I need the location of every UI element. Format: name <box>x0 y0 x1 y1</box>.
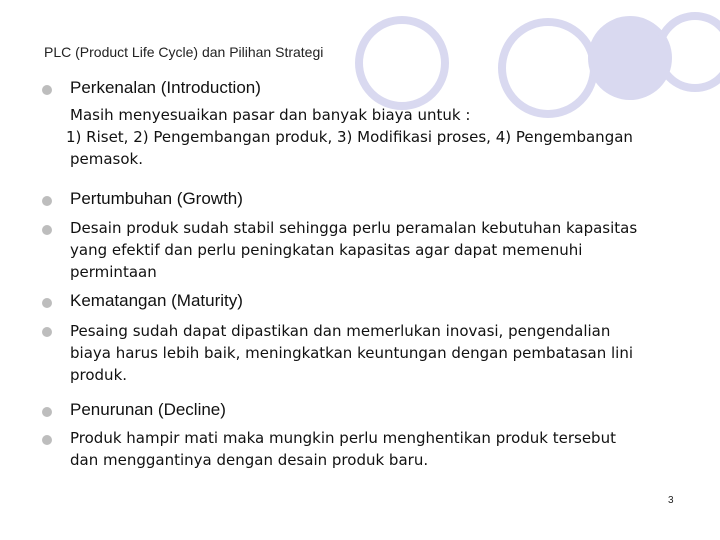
section-body-introduction <box>66 104 690 170</box>
body-line: biaya harus lebih baik, meningkatkan keuntungan dengan pembatasan lini <box>70 344 634 362</box>
decor-circle <box>588 16 672 100</box>
body-line: Pesaing sudah dapat dipastikan dan memerlukan inovasi, pengendalian <box>70 322 611 340</box>
slide-title: PLC (Product Life Cycle) dan Pilihan Strategi <box>44 44 324 60</box>
body-line: Produk hampir mati maka mungkin perlu menghentikan produk tersebut <box>70 429 616 447</box>
bullet-icon <box>42 196 52 206</box>
bullet-icon <box>42 435 52 445</box>
section-heading-decline: Penurunan (Decline) <box>70 400 226 419</box>
page-number: 3 <box>668 495 674 506</box>
body-line: produk. <box>70 366 128 384</box>
section-body-growth <box>70 217 690 283</box>
bullet-icon <box>42 85 52 95</box>
section-heading-introduction: Perkenalan (Introduction) <box>70 78 261 97</box>
body-line: 1) Riset, 2) Pengembangan produk, 3) Modifikasi proses, 4) Pengembangan <box>66 128 633 146</box>
bullet-icon <box>42 225 52 235</box>
body-line: Masih menyesuaikan pasar dan banyak biaya untuk : <box>70 106 471 124</box>
decor-circle <box>502 22 594 114</box>
decorative-circles <box>0 0 720 120</box>
decor-circle <box>359 20 445 106</box>
decor-circle <box>659 16 720 88</box>
bullet-icon <box>42 327 52 337</box>
body-line: Desain produk sudah stabil sehingga perlu peramalan kebutuhan kapasitas <box>70 219 638 237</box>
bullet-icon <box>42 298 52 308</box>
section-body-decline <box>70 427 690 471</box>
section-body-maturity <box>70 320 690 386</box>
bullet-icon <box>42 407 52 417</box>
body-line: yang efektif dan perlu peningkatan kapasitas agar dapat memenuhi <box>70 241 583 259</box>
section-heading-maturity: Kematangan (Maturity) <box>70 291 243 310</box>
body-line: dan menggantinya dengan desain produk baru. <box>70 451 429 469</box>
body-line: pemasok. <box>70 150 144 168</box>
body-line: permintaan <box>70 263 157 281</box>
section-heading-growth: Pertumbuhan (Growth) <box>70 189 243 208</box>
